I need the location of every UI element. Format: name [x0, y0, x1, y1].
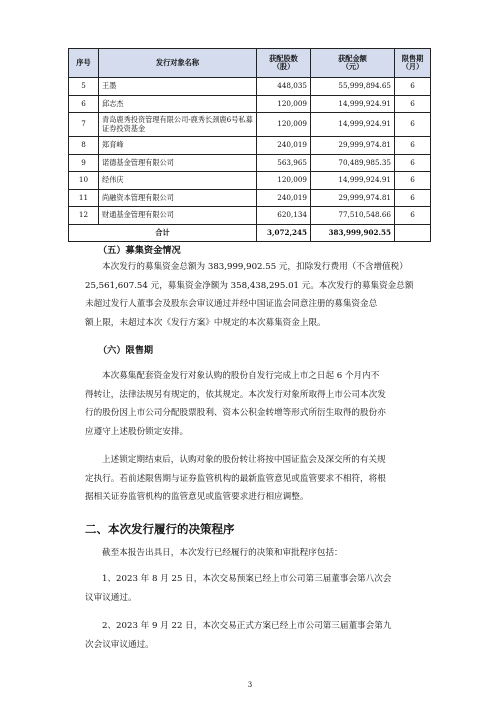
page-number: 3 — [247, 681, 253, 689]
table-row — [69, 189, 431, 207]
cell-shares: 448,035 — [257, 78, 311, 96]
paragraph-proceeds — [85, 258, 416, 332]
table-row — [69, 207, 431, 225]
table-row — [69, 78, 431, 96]
total-shares: 3,072,245 — [257, 224, 311, 242]
cell-shares: 120,009 — [257, 113, 311, 137]
table-row — [69, 172, 431, 190]
cell-amount: 14,999,924.91 — [311, 113, 395, 137]
cell-amount: 14,999,924.91 — [311, 172, 395, 190]
cell-lockup: 6 — [395, 189, 431, 207]
section-heading-proceeds: （五）募集资金情况 — [98, 245, 181, 256]
cell-index: 10 — [69, 172, 99, 190]
table-row — [69, 137, 431, 155]
cell-lockup: 6 — [395, 154, 431, 172]
col-header-shares: 获配股数 （股） — [257, 49, 311, 78]
chapter-heading-decision: 二、本次发行履行的决策程序 — [85, 522, 235, 536]
cell-investor: 诺德基金管理有限公司 — [99, 154, 257, 172]
cell-lockup: 6 — [395, 113, 431, 137]
cell-index: 6 — [69, 95, 99, 113]
cell-investor: 青岛鹿秀投资管理有限公司-鹿秀长颈鹿6号私募证券投资基金 — [99, 113, 257, 137]
cell-lockup: 6 — [395, 172, 431, 190]
cell-investor: 邱志杰 — [99, 95, 257, 113]
cell-amount: 70,489,985.35 — [311, 154, 395, 172]
total-lockup — [395, 224, 431, 242]
cell-shares: 620,134 — [257, 207, 311, 225]
text-line: 本次募集配套资金发行对象认购的股份自发行完成上市之日起 6 个月内不 — [102, 371, 380, 381]
cell-shares: 563,965 — [257, 154, 311, 172]
total-amount: 383,999,902.55 — [311, 224, 395, 242]
text-line: 上述锁定期结束后，认购对象的股份转让将按中国证监会及深交所的有关规 — [102, 455, 386, 465]
table-row — [69, 95, 431, 113]
cell-lockup: 6 — [395, 78, 431, 96]
cell-index: 12 — [69, 207, 99, 225]
text-line: 2、2023 年 9 月 22 日，本次交易正式方案已经上市公司第三届董事会第九 — [102, 621, 392, 631]
cell-shares: 240,019 — [257, 137, 311, 155]
cell-investor: 王墨 — [99, 78, 257, 96]
cell-shares: 120,009 — [257, 172, 311, 190]
cell-amount: 55,999,894.65 — [311, 78, 395, 96]
cell-shares: 120,009 — [257, 95, 311, 113]
paragraph-lockup-1 — [85, 367, 416, 441]
table-row — [69, 113, 431, 137]
cell-index: 9 — [69, 154, 99, 172]
cell-shares: 240,019 — [257, 189, 311, 207]
cell-investor: 郑育峰 — [99, 137, 257, 155]
cell-index: 11 — [69, 189, 99, 207]
text-line: 截至本报告出具日，本次发行已经履行的决策和审批程序包括： — [102, 548, 343, 558]
cell-lockup: 6 — [395, 95, 431, 113]
cell-investor: 财通基金管理有限公司 — [99, 207, 257, 225]
cell-amount: 29,999,974.81 — [311, 189, 395, 207]
text-line: 据相关证券监管机构的监管意见或监管要求进行相应调整。 — [85, 492, 309, 503]
text-line: 得转让，法律法规另有规定的，依其规定。本次发行对象所取得上市公司本次发 — [85, 389, 386, 400]
allocation-table-header — [69, 49, 431, 78]
list-item-2 — [85, 617, 416, 654]
cell-amount: 29,999,974.81 — [311, 137, 395, 155]
section-heading-lockup: （六）限售期 — [98, 345, 154, 356]
cell-investor: 经伟庆 — [99, 172, 257, 190]
col-header-amount: 获配金额 （元） — [311, 49, 395, 78]
text-line: 25,561,607.54 元，募集资金净额为 358,438,295.01 元。本次发行的募集资金总额 — [85, 280, 414, 291]
col-header-investor: 发行对象名称 — [99, 49, 257, 78]
table-row — [69, 154, 431, 172]
text-line: 议审议通过。 — [85, 592, 137, 603]
cell-index: 8 — [69, 137, 99, 155]
total-label: 合计 — [69, 224, 257, 242]
cell-investor: 尚融资本管理有限公司 — [99, 189, 257, 207]
text-line: 额上限，未超过本次《发行方案》中规定的本次募集资金上限。 — [85, 317, 326, 328]
list-item-1 — [85, 570, 416, 607]
cell-amount: 14,999,924.91 — [311, 95, 395, 113]
cell-amount: 77,510,548.66 — [311, 207, 395, 225]
allocation-table — [68, 48, 431, 242]
cell-index: 5 — [69, 78, 99, 96]
cell-lockup: 6 — [395, 137, 431, 155]
paragraph-lockup-2 — [85, 451, 416, 507]
cell-index: 7 — [69, 113, 99, 137]
text-line: 1、2023 年 8 月 25 日，本次交易预案已经上市公司第三届董事会第八次会 — [102, 574, 392, 584]
col-header-lockup: 限售期 （月） — [395, 49, 431, 78]
table-total-row — [69, 224, 431, 242]
text-line: 次会议审议通过。 — [85, 639, 154, 650]
cell-lockup: 6 — [395, 207, 431, 225]
text-line: 本次发行的募集资金总额为 383,999,902.55 元，扣除发行费用（不含增值税） — [102, 262, 408, 272]
text-line: 未超过发行人董事会及股东会审议通过并经中国证监会同意注册的募集资金总 — [85, 299, 378, 310]
text-line: 应遵守上述股份锁定安排。 — [85, 426, 189, 437]
text-line: 定执行。若前述限售期与证券监管机构的最新监管意见或监管要求不相符，将根 — [85, 473, 386, 484]
col-header-index: 序号 — [69, 49, 99, 78]
paragraph-decision-intro — [85, 544, 416, 563]
text-line: 行的股份因上市公司分配股票股利、资本公积金转增等形式所衍生取得的股份亦 — [85, 408, 386, 419]
